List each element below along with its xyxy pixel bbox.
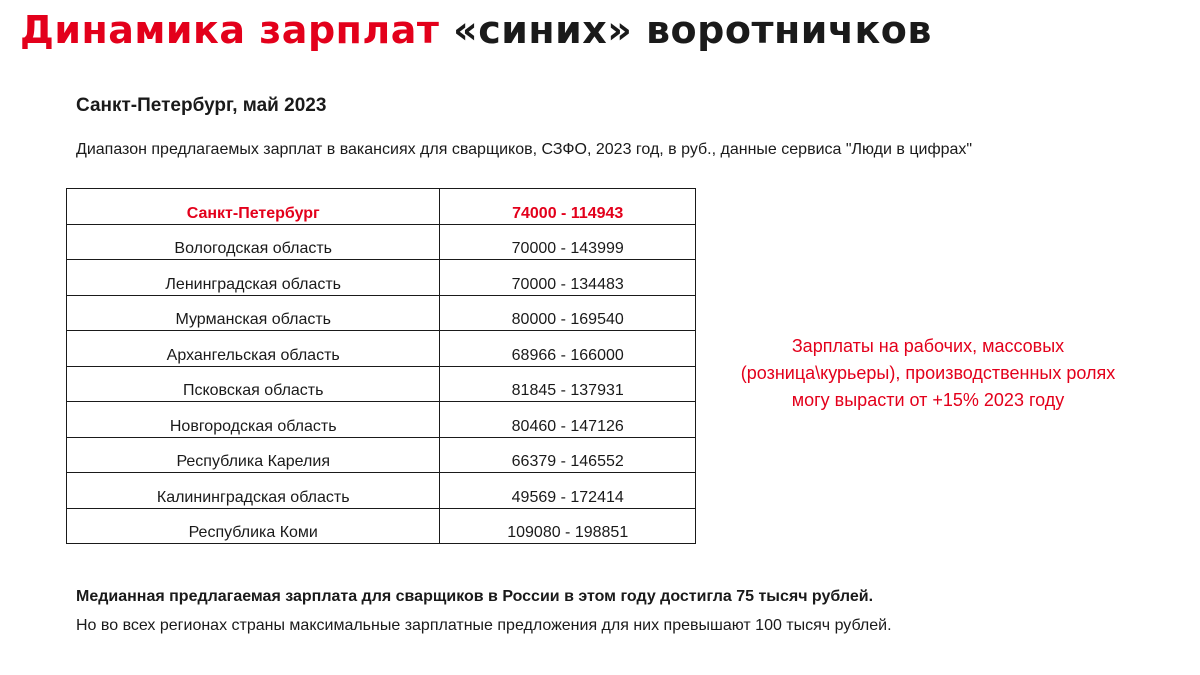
region-cell: Республика Карелия <box>67 437 440 473</box>
table-row <box>67 189 696 225</box>
region-cell: Ленинградская область <box>67 260 440 296</box>
salary-range-cell: 66379 - 146552 <box>440 437 696 473</box>
table-row <box>67 366 696 402</box>
region-cell: Архангельская область <box>67 331 440 367</box>
table-row <box>67 295 696 331</box>
salary-range-cell: 80460 - 147126 <box>440 402 696 438</box>
salary-table <box>66 188 696 544</box>
salary-range-cell: 109080 - 198851 <box>440 508 696 544</box>
region-cell: Республика Коми <box>67 508 440 544</box>
region-cell: Псковская область <box>67 366 440 402</box>
region-cell: Калининградская область <box>67 473 440 509</box>
title-main-part: «синих» воротничков <box>453 8 932 52</box>
table-row <box>67 508 696 544</box>
salary-range-cell: 81845 - 137931 <box>440 366 696 402</box>
table-row <box>67 437 696 473</box>
subheading: Санкт-Петербург, май 2023 <box>76 95 327 116</box>
salary-growth-callout: Зарплаты на рабочих, массовых (розница\курьеры), производственных ролях могу вырасти от +15% 2023 году <box>740 336 1116 410</box>
region-cell: Санкт-Петербург <box>67 189 440 225</box>
region-cell: Мурманская область <box>67 295 440 331</box>
salary-range-cell: 68966 - 166000 <box>440 331 696 367</box>
table-row <box>67 402 696 438</box>
regional-max-note: Но во всех регионах страны максимальные зарплатные предложения для них превышают 100 тысяч рублей. <box>76 617 892 634</box>
slide-title <box>20 4 932 56</box>
median-salary-conclusion: Медианная предлагаемая зарплата для сварщиков в России в этом году достигла 75 тысяч рублей. <box>76 588 874 605</box>
table-description: Диапазон предлагаемых зарплат в вакансиях для сварщиков, СЗФО, 2023 год, в руб., данные сервиса "Люди в цифрах" <box>76 141 973 158</box>
table-row <box>67 224 696 260</box>
region-cell: Вологодская область <box>67 224 440 260</box>
table-row <box>67 260 696 296</box>
salary-range-cell: 74000 - 114943 <box>440 189 696 225</box>
salary-table-body <box>67 189 696 544</box>
title-accent-part: Динамика зарплат <box>20 8 440 52</box>
salary-range-cell: 70000 - 143999 <box>440 224 696 260</box>
salary-range-cell: 49569 - 172414 <box>440 473 696 509</box>
salary-range-cell: 70000 - 134483 <box>440 260 696 296</box>
salary-range-cell: 80000 - 169540 <box>440 295 696 331</box>
table-row <box>67 473 696 509</box>
region-cell: Новгородская область <box>67 402 440 438</box>
table-row <box>67 331 696 367</box>
